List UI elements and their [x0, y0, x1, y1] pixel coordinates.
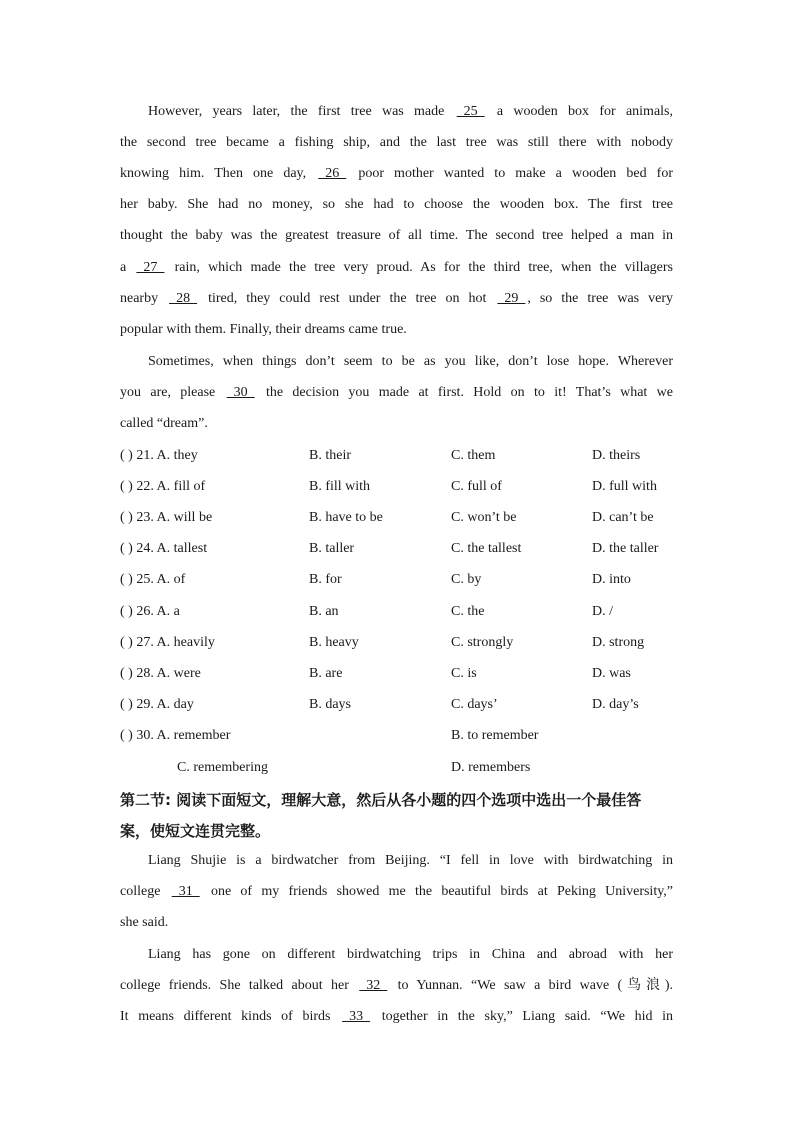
text-line	[120, 134, 673, 152]
text-run: she said.	[120, 915, 169, 931]
text-run: poor mother wanted to make a wooden bed for	[348, 166, 674, 182]
question-stem: ( ) 21. A. they	[120, 448, 198, 463]
text-run: together in the sky,” Liang said. “We hid in	[372, 1009, 673, 1025]
question-row	[120, 571, 680, 589]
question-row	[120, 540, 680, 558]
question-stem: ( ) 26. A. a	[120, 604, 180, 619]
text-run: tired, they could rest under the tree on hot	[199, 290, 496, 306]
question-row	[120, 665, 680, 683]
text-line	[120, 196, 673, 214]
question-stem: ( ) 29. A. day	[120, 697, 194, 712]
question-stem: ( ) 27. A. heavily	[120, 635, 215, 650]
section-heading: 案，使短文连贯完整。	[120, 822, 271, 840]
question-row	[120, 727, 680, 745]
text-run: rain, which made the tree very proud. As for the third tree, when the villagers	[166, 259, 674, 275]
text-run: college friends. She talked about her	[120, 978, 358, 994]
question-row	[120, 509, 680, 527]
text-run: a	[120, 259, 135, 275]
text-run: knowing him. Then one day,	[120, 166, 317, 182]
text-run: It means different kinds of birds	[120, 1009, 341, 1025]
answer-blank: 33	[342, 1009, 371, 1025]
answer-blank: 25	[456, 104, 485, 119]
question-stem: ( ) 25. A. of	[120, 572, 186, 587]
text-line	[148, 852, 673, 870]
text-run: a wooden box for animals,	[486, 104, 673, 119]
answer-option: B. are	[309, 666, 343, 681]
text-line	[120, 259, 673, 277]
question-row	[120, 478, 680, 496]
text-run: However, years later, the first tree was made	[148, 104, 455, 119]
answer-option: B. have to be	[309, 510, 383, 525]
text-run: the second tree became a fishing ship, and the last tree was still there with nobody	[120, 135, 673, 151]
text-run: Liang Shujie is a birdwatcher from Beijing. “I fell in love with birdwatching in	[148, 853, 673, 868]
question-stem: ( ) 22. A. fill of	[120, 479, 206, 494]
answer-blank: 30	[226, 385, 255, 401]
text-run: Liang has gone on different birdwatching trips in China and abroad with her	[148, 947, 673, 962]
answer-option: B. heavy	[309, 635, 359, 650]
answer-option: B. taller	[309, 541, 355, 556]
text-line	[120, 165, 673, 183]
text-line	[148, 103, 673, 121]
text-run: one of my friends showed me the beautiful birds at Peking University,”	[201, 884, 674, 900]
text-run: , so the tree was very	[527, 290, 673, 306]
answer-blank: 28	[169, 290, 198, 306]
question-row	[120, 447, 680, 465]
answer-option: C. by	[451, 572, 482, 587]
answer-blank: 27	[136, 259, 165, 275]
answer-option: D. theirs	[592, 448, 641, 463]
text-line	[120, 290, 673, 308]
text-run: college	[120, 884, 170, 900]
answer-option: B. for	[309, 572, 342, 587]
answer-option: D. /	[592, 604, 613, 619]
answer-option: B. an	[309, 604, 339, 619]
text-line	[120, 321, 673, 339]
question-row	[120, 603, 680, 621]
text-run: you are, please	[120, 385, 225, 401]
answer-option: C. the tallest	[451, 541, 522, 556]
text-run: nearby	[120, 290, 168, 306]
answer-option: C. strongly	[451, 635, 514, 650]
answer-option: C. them	[451, 448, 496, 463]
answer-option: C. days’	[451, 697, 498, 712]
answer-option: C. won’t be	[451, 510, 517, 525]
text-line	[120, 384, 673, 402]
answer-blank: 26	[318, 166, 347, 182]
answer-option: D. the taller	[592, 541, 659, 556]
question-stem: ( ) 23. A. will be	[120, 510, 213, 525]
text-run: called “dream”.	[120, 416, 208, 432]
answer-option: B. days	[309, 697, 351, 712]
question-row	[120, 759, 680, 777]
answer-option: D. strong	[592, 635, 645, 650]
answer-option: D. was	[592, 666, 631, 681]
question-row	[120, 696, 680, 714]
text-run: the decision you made at first. Hold on to it! That’s what we	[256, 385, 673, 401]
answer-blank: 31	[171, 884, 200, 900]
text-run: Sometimes, when things don’t seem to be as you like, don’t lose hope. Wherever	[148, 354, 673, 369]
answer-option: C. is	[451, 666, 477, 681]
answer-option: D. can’t be	[592, 510, 654, 525]
answer-option: B. their	[309, 448, 351, 463]
answer-option: D. remembers	[451, 760, 531, 775]
answer-option: D. into	[592, 572, 631, 587]
answer-option: D. full with	[592, 479, 657, 494]
section-heading: 第二节: 阅读下面短文，理解大意，然后从各小题的四个选项中选出一个最佳答	[120, 791, 642, 809]
question-stem: ( ) 24. A. tallest	[120, 541, 208, 556]
text-run: popular with them. Finally, their dreams came true.	[120, 321, 407, 337]
text-line	[120, 977, 673, 995]
text-run: to Yunnan. “We saw a bird wave (鸟浪).	[389, 978, 673, 994]
text-run: thought the baby was the greatest treasure of all time. The second tree helped a man in	[120, 228, 673, 244]
answer-option: C. remembering	[177, 760, 268, 775]
question-stem: ( ) 28. A. were	[120, 666, 201, 681]
text-line	[120, 1008, 673, 1026]
answer-option: C. full of	[451, 479, 502, 494]
answer-option: D. day’s	[592, 697, 639, 712]
text-line	[148, 353, 673, 371]
text-run: her baby. She had no money, so she had to choose the wooden box. The first tree	[120, 197, 673, 213]
text-line	[148, 946, 673, 964]
text-line	[120, 227, 673, 245]
text-line	[120, 914, 673, 932]
question-stem: ( ) 30. A. remember	[120, 728, 231, 743]
answer-option: B. fill with	[309, 479, 371, 494]
answer-blank: 29	[497, 290, 526, 306]
text-line	[120, 883, 673, 901]
answer-option: B. to remember	[451, 728, 539, 743]
question-row	[120, 634, 680, 652]
answer-option: C. the	[451, 604, 485, 619]
answer-blank: 32	[359, 978, 388, 994]
text-line	[120, 415, 673, 433]
